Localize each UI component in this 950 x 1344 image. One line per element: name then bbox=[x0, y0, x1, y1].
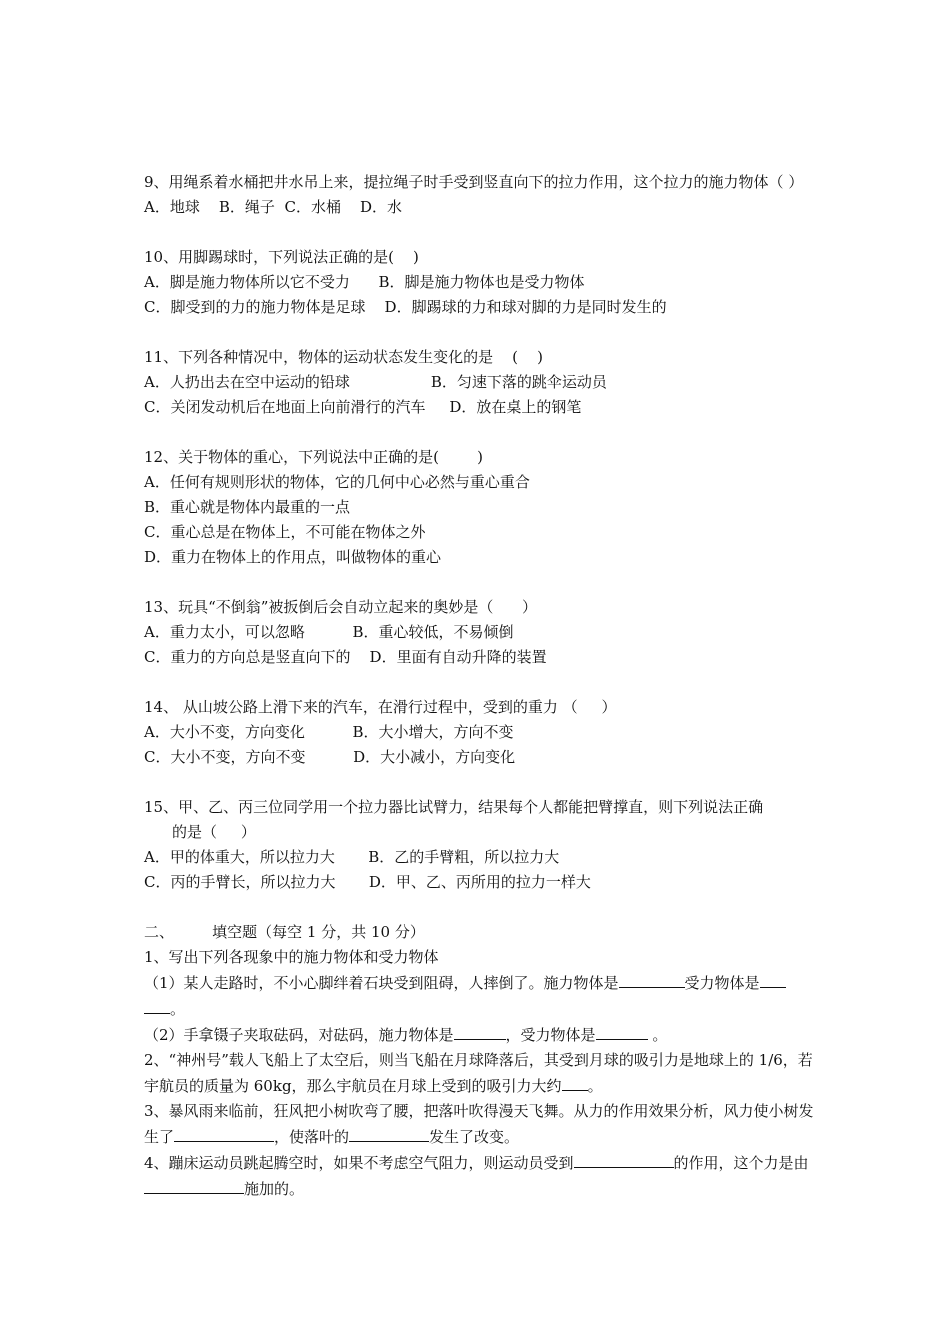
question-option: A．甲的体重大，所以拉力大 B．乙的手臂粗，所以拉力大 bbox=[144, 848, 560, 866]
fill-text: ，使落叶的 bbox=[274, 1128, 350, 1146]
question-stem: 11、下列各种情况中，物体的运动状态发生变化的是 ( ) bbox=[144, 348, 543, 366]
answer-blank[interactable] bbox=[596, 1022, 648, 1040]
fill-text: 3、暴风雨来临前，狂风把小树吹弯了腰，把落叶吹得漫天飞舞。从力的作用效果分析，风力使小树发生了 bbox=[144, 1102, 814, 1146]
fill-question-2 bbox=[144, 1048, 814, 1099]
answer-blank[interactable] bbox=[144, 1176, 244, 1194]
fill-text: 4、蹦床运动员跳起腾空时，如果不考虑空气阻力，则运动员受到 bbox=[144, 1154, 574, 1172]
fill-text: 发生了改变。 bbox=[429, 1128, 520, 1146]
question-stem: 14、 从山坡公路上滑下来的汽车，在滑行过程中，受到的重力 （ ） bbox=[144, 698, 617, 716]
question-option: C．丙的手臂长，所以拉力大 D．甲、乙、丙所用的拉力一样大 bbox=[144, 873, 591, 891]
fill-text: （2）手拿镊子夹取砝码，对砝码，施力物体是 bbox=[144, 1026, 454, 1044]
exam-page bbox=[144, 170, 814, 1202]
question-10 bbox=[144, 245, 814, 320]
fill-text: （1）某人走路时，不小心脚绊着石块受到阻碍，人摔倒了。施力物体是 bbox=[144, 974, 619, 992]
question-options: A．地球 B．绳子 C．水桶 D．水 bbox=[144, 198, 403, 216]
fill-text: 的作用，这个力是由 bbox=[673, 1154, 809, 1172]
question-stem-continued: 的是（ ） bbox=[172, 823, 256, 841]
answer-blank[interactable] bbox=[174, 1124, 274, 1142]
fill-question-1-part-1 bbox=[144, 970, 814, 1022]
question-option: C．脚受到的力的施力物体是足球 D．脚踢球的力和球对脚的力是同时发生的 bbox=[144, 298, 667, 316]
question-15 bbox=[144, 795, 814, 895]
fill-question-3 bbox=[144, 1099, 814, 1150]
fill-question-4 bbox=[144, 1150, 814, 1202]
section-heading: 二、 填空题（每空 1 分，共 10 分） bbox=[144, 923, 425, 941]
fill-question-1-title: 1、写出下列各现象中的施力物体和受力物体 bbox=[144, 948, 439, 966]
fill-text: 2、“神州号”载人飞船上了太空后，则当飞船在月球降落后，其受到月球的吸引力是地球上的 1/6，若宇航员的质量为 60kg，那么宇航员在月球上受到的吸引力大约 bbox=[144, 1051, 813, 1095]
answer-blank[interactable] bbox=[574, 1150, 674, 1168]
question-14 bbox=[144, 695, 814, 770]
question-11 bbox=[144, 345, 814, 420]
question-option: A．脚是施力物体所以它不受力 B．脚是施力物体也是受力物体 bbox=[144, 273, 585, 291]
question-12 bbox=[144, 445, 814, 570]
question-option: D．重力在物体上的作用点，叫做物体的重心 bbox=[144, 548, 442, 566]
fill-in-section bbox=[144, 920, 814, 1202]
question-9 bbox=[144, 170, 814, 220]
question-stem: 10、用脚踢球时，下列说法正确的是( ) bbox=[144, 248, 419, 266]
answer-blank[interactable] bbox=[349, 1124, 429, 1142]
answer-blank[interactable] bbox=[562, 1073, 588, 1091]
question-option: C．关闭发动机后在地面上向前滑行的汽车 D．放在桌上的钢笔 bbox=[144, 398, 582, 416]
fill-text: 。 bbox=[587, 1077, 603, 1095]
question-option: A．重力太小，可以忽略 B．重心较低，不易倾倒 bbox=[144, 623, 514, 641]
question-option: A．任何有规则形状的物体，它的几何中心必然与重心重合 bbox=[144, 473, 530, 491]
question-stem: 9、用绳系着水桶把井水吊上来，提拉绳子时手受到竖直向下的拉力作用，这个拉力的施力物体（ ） bbox=[144, 173, 804, 191]
question-option: B．重心就是物体内最重的一点 bbox=[144, 498, 351, 516]
answer-blank[interactable] bbox=[144, 996, 170, 1014]
question-stem: 15、甲、乙、丙三位同学用一个拉力器比试臂力，结果每个人都能把臂撑直，则下列说法正确 bbox=[144, 798, 764, 816]
question-option: A．人扔出去在空中运动的铅球 B．匀速下落的跳伞运动员 bbox=[144, 373, 607, 391]
answer-blank[interactable] bbox=[454, 1022, 506, 1040]
question-option: A．大小不变，方向变化 B．大小增大，方向不变 bbox=[144, 723, 514, 741]
answer-blank[interactable] bbox=[760, 970, 786, 988]
fill-text: 。 bbox=[647, 1026, 668, 1044]
fill-text: 施加的。 bbox=[244, 1180, 305, 1198]
question-stem: 12、关于物体的重心，下列说法中正确的是( ) bbox=[144, 448, 483, 466]
fill-text: 。 bbox=[170, 1000, 186, 1018]
question-13 bbox=[144, 595, 814, 670]
question-option: C．重心总是在物体上，不可能在物体之外 bbox=[144, 523, 426, 541]
question-stem: 13、玩具“不倒翁”被扳倒后会自动立起来的奥妙是（ ） bbox=[144, 598, 538, 616]
question-option: C．重力的方向总是竖直向下的 D．里面有自动升降的装置 bbox=[144, 648, 547, 666]
answer-blank[interactable] bbox=[619, 970, 685, 988]
question-option: C．大小不变，方向不变 D．大小减小，方向变化 bbox=[144, 748, 516, 766]
fill-question-1-part-2 bbox=[144, 1022, 814, 1048]
fill-text: ，受力物体是 bbox=[505, 1026, 596, 1044]
fill-text: 受力物体是 bbox=[684, 974, 760, 992]
